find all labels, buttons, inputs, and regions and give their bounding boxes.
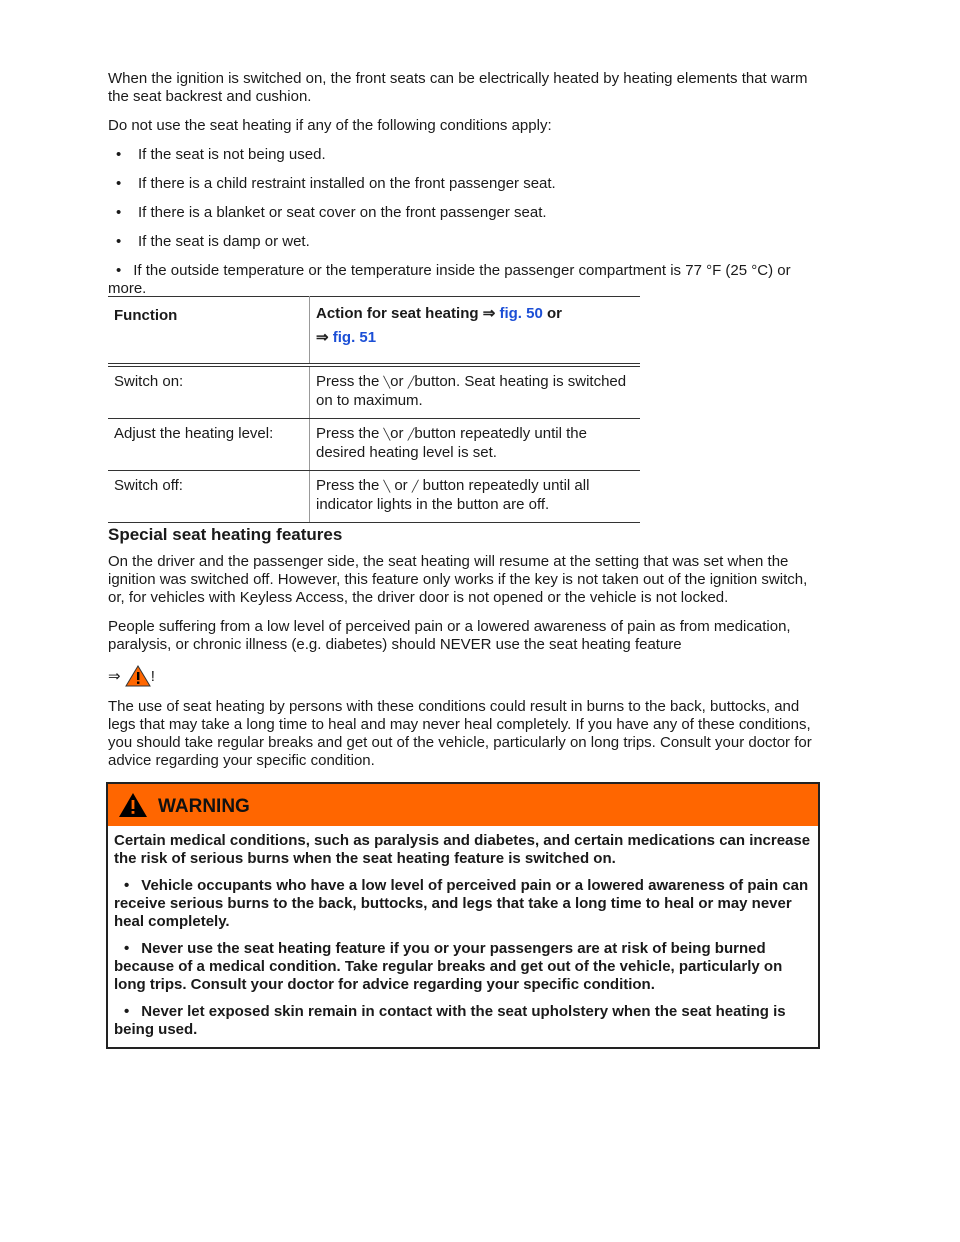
action-text: or bbox=[390, 425, 404, 442]
warning-body bbox=[108, 826, 818, 1047]
action-text: Press the bbox=[316, 373, 380, 390]
arrow-icon: ⇒ bbox=[316, 329, 329, 346]
warning-item-text: Never let exposed skin remain in contact with the seat upholstery when the seat heating is being used. bbox=[114, 1003, 786, 1038]
list-item-text: If the seat is not being used. bbox=[138, 146, 326, 163]
list-item-text: If the seat is damp or wet. bbox=[138, 233, 310, 250]
bullet-icon: • bbox=[116, 146, 122, 163]
bullet-icon: • bbox=[116, 204, 122, 221]
left-seat-heating-icon: ╲ bbox=[383, 377, 391, 389]
bullet-icon: • bbox=[124, 1003, 130, 1020]
table-row bbox=[108, 419, 640, 471]
section-paragraph-2: People suffering from a low level of perceived pain or a lowered awareness of pain as from medication, paralysis, or chronic illness (e.g. diabetes) should NEVER use the seat heating feature bbox=[108, 618, 791, 653]
bullet-icon: • bbox=[116, 175, 122, 192]
table-row bbox=[108, 365, 640, 419]
list-item bbox=[108, 233, 820, 251]
intro-paragraph-1: When the ignition is switched on, the front seats can be electrically heated by heating elements that warm the seat backrest and cushion. bbox=[108, 70, 808, 105]
special-features-section bbox=[108, 526, 820, 781]
section-heading: Special seat heating features bbox=[108, 525, 343, 544]
warning-lead: Certain medical conditions, such as paralysis and diabetes, and certain medications can increase the risk of serious burns when the seat heating feature is switched on. bbox=[114, 832, 811, 867]
action-text: button repeatedly until the desired heating level is set. bbox=[316, 425, 587, 461]
action-text: button repeatedly until all indicator lights in the button are off. bbox=[316, 477, 590, 513]
action-cell bbox=[310, 365, 641, 419]
arrow-icon: ⇒ bbox=[108, 668, 121, 685]
warning-list-item bbox=[114, 1003, 812, 1039]
seat-heating-table bbox=[108, 296, 640, 523]
bullet-icon: • bbox=[124, 877, 130, 894]
action-text: button. Seat heating is switched on to maximum. bbox=[316, 373, 627, 409]
warning-triangle-icon bbox=[118, 792, 148, 818]
action-header-label: Action for seat heating bbox=[316, 305, 479, 322]
warning-list-item bbox=[114, 940, 812, 994]
bullet-icon: • bbox=[116, 233, 122, 250]
warning-item-text: Never use the seat heating feature if you or your passengers are at risk of being burned because of a medical condition. Take regular breaks and get out of the vehicle, particularly on long trips. Consult your doctor for advice regarding your specific condition. bbox=[114, 940, 783, 993]
list-item bbox=[108, 262, 820, 298]
list-item bbox=[108, 204, 820, 222]
list-item-text: If there is a blanket or seat cover on the front passenger seat. bbox=[138, 204, 547, 221]
action-text: or bbox=[394, 477, 408, 494]
right-seat-heating-icon: ╱ bbox=[407, 377, 415, 389]
warning-triangle-icon[interactable] bbox=[125, 665, 151, 687]
section-paragraph-3: The use of seat heating by persons with these conditions could result in burns to the back, buttocks, and legs that may take a long time to heal and may never heal completely. If you have any of these conditions, you should take regular breaks and get out of the vehicle, particularly on long trips. Consult your doctor for advice regarding your specific condition. bbox=[108, 698, 812, 769]
bullet-icon: • bbox=[116, 262, 122, 279]
intro-section bbox=[108, 70, 820, 309]
left-seat-heating-icon: ╲ bbox=[383, 429, 391, 441]
warning-title: WARNING bbox=[158, 796, 250, 817]
action-cell bbox=[310, 419, 641, 471]
list-item bbox=[108, 175, 820, 193]
function-cell: Switch off: bbox=[108, 471, 310, 523]
right-seat-heating-icon: ╱ bbox=[411, 481, 419, 493]
column-header-function: Function bbox=[108, 297, 310, 366]
warning-reference bbox=[108, 665, 820, 687]
table-row bbox=[108, 471, 640, 523]
action-text: or bbox=[390, 373, 404, 390]
left-seat-heating-icon: ╲ bbox=[383, 481, 391, 493]
warning-list-item bbox=[114, 877, 812, 931]
warning-item-text: Vehicle occupants who have a low level of perceived pain or a lowered awareness of pain can receive serious burns to the back, buttocks, and legs that take a long time to heal or may never heal completely. bbox=[114, 877, 809, 930]
function-cell: Switch on: bbox=[108, 365, 310, 419]
action-cell bbox=[310, 471, 641, 523]
action-text: Press the bbox=[316, 425, 380, 442]
warning-header bbox=[108, 784, 818, 826]
list-item-text: If the outside temperature or the temperature inside the passenger compartment is 77 °F (25 °C) or more. bbox=[108, 262, 791, 297]
action-text: Press the bbox=[316, 477, 380, 494]
table-header-row bbox=[108, 297, 640, 366]
list-item-text: If there is a child restraint installed on the front passenger seat. bbox=[138, 175, 556, 192]
bullet-icon: • bbox=[124, 940, 130, 957]
column-header-action bbox=[310, 297, 641, 366]
function-cell: Adjust the heating level: bbox=[108, 419, 310, 471]
arrow-icon: ⇒ bbox=[482, 305, 496, 322]
warning-reference-end: ! bbox=[150, 668, 155, 685]
fig-51-link[interactable]: fig. 51 bbox=[332, 329, 377, 346]
right-seat-heating-icon: ╱ bbox=[407, 429, 415, 441]
intro-paragraph-2: Do not use the seat heating if any of the following conditions apply: bbox=[108, 117, 552, 134]
section-paragraph-1: On the driver and the passenger side, the seat heating will resume at the setting that was set when the ignition was switched off. However, this feature only works if the key is not taken out of the ignition switch, or, for vehicles with Keyless Access, the driver door is not opened or the vehicle is not locked. bbox=[108, 553, 808, 606]
list-item bbox=[108, 146, 820, 164]
or-label: or bbox=[546, 305, 562, 322]
warning-box bbox=[106, 782, 820, 1049]
fig-50-link[interactable]: fig. 50 bbox=[499, 305, 543, 322]
